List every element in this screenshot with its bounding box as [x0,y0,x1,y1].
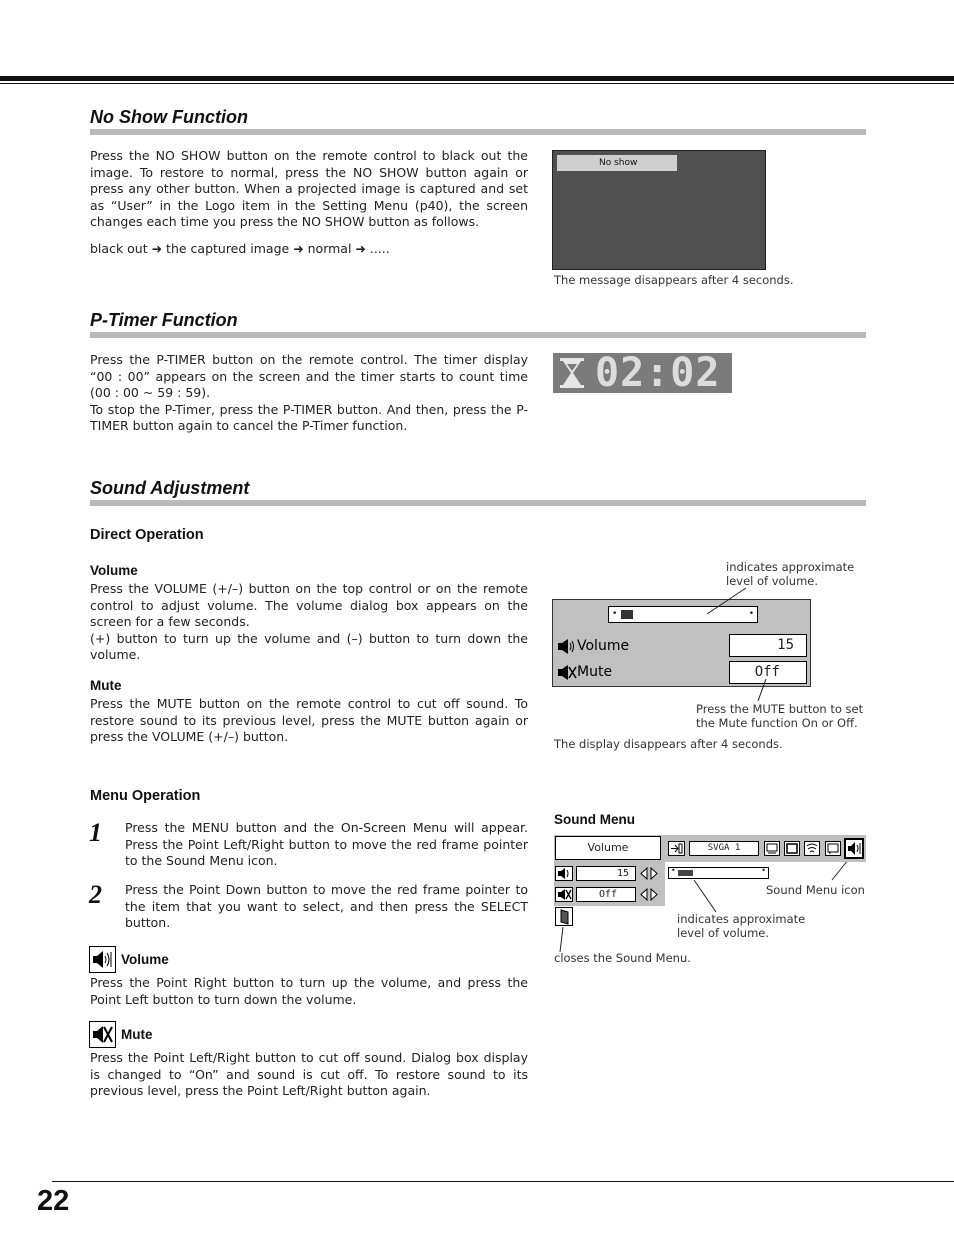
direct-volume-paragraph-2: (+) button to turn up the volume and (–) button to turn down the volume. [90,630,528,663]
menu-volume-level-bar [668,867,769,879]
sound-menu-icon [846,840,862,857]
ptimer-digits: 02:02 [595,350,721,396]
footer-rule [52,1181,954,1182]
ptimer-paragraph-1: Press the P-TIMER button on the remote control. The timer display “00 : 00” appears on the screen and the timer starts to count time (00 : 00 ~ 59 : 59). [90,352,528,401]
logo-menu-icon[interactable] [825,841,841,856]
no-show-sequence: black out ➜ the captured image ➜ normal ➜ ..... [90,240,390,256]
menu-mute-heading: Mute [121,1027,153,1042]
exit-door-icon[interactable] [555,907,573,926]
sound-menu-title-box: Volume [555,836,661,860]
left-right-arrow-icon [640,866,658,881]
leader-mute [758,679,766,701]
mute-icon [90,1022,115,1047]
menu-volume-arrows[interactable] [640,866,658,881]
menu-mute-value: Off [576,887,636,902]
menu-mute-arrows[interactable] [640,887,658,902]
step-1-paragraph: Press the MENU button and the On-Screen Menu will appear. Press the Point Left/Right button to move the red frame pointer to the Sound Menu icon. [125,820,528,869]
dialog-mute-label: Mute [577,664,613,680]
step-2-paragraph: Press the Point Down button to move the red frame pointer to the item that you want to select, and then press the SELECT button. [125,882,528,931]
sound-menu-figure-title: Sound Menu [554,812,635,827]
leader-volume-level [707,588,746,614]
sound-menu-icon-selected[interactable] [844,838,864,859]
menu-operation-heading: Menu Operation [90,788,201,804]
direct-operation-heading: Direct Operation [90,527,204,543]
left-right-arrow-icon [640,887,658,902]
leader-close-menu [560,927,563,952]
step-1-number: 1 [89,818,102,847]
dialog-mute-value: Off [729,661,807,684]
setting-menu-icon[interactable] [804,841,820,856]
input-select-icon[interactable] [668,841,685,856]
no-show-caption: The message disappears after 4 seconds. [554,273,794,287]
no-show-paragraph: Press the NO SHOW button on the remote control to black out the image. To restore to normal, press the NO SHOW button again or press any other button. When a projected image is captured and set as “User” in the Logo item in the Setting Menu (p40), the screen changes each time you press the NO SHOW button as follows. [90,148,528,230]
callout-volume-level: indicates approximate level of volume. [726,560,855,588]
page-number: 22 [37,1185,70,1217]
menu-volume-body [90,975,528,1008]
step-2-text [125,882,528,932]
plus-marker: • [761,866,766,875]
callout-mute: Press the MUTE button to set the Mute function On or Off. [696,702,864,730]
sound-title: Sound Adjustment [90,478,250,498]
menu-volume-paragraph: Press the Point Right button to turn up the volume, and press the Point Left button to turn down the volume. [90,975,528,1007]
callout-sound-menu-icon: Sound Menu icon [766,883,865,897]
leader-sound-menu-icon [832,860,848,880]
volume-menu-icon-box [89,946,116,973]
callout-close-menu: closes the Sound Menu. [554,951,691,965]
input-source-label: SVGA 1 [689,841,759,856]
direct-volume-paragraph-1: Press the VOLUME (+/–) button on the top control or on the remote control to adjust volume. The volume dialog box appears on the screen for a few seconds. [90,581,528,630]
speaker-icon [90,947,115,972]
minus-marker: • [671,866,676,875]
minus-marker: • [612,609,618,619]
direct-volume-heading: Volume [90,563,138,578]
no-show-title: No Show Function [90,107,248,127]
direct-mute-heading: Mute [90,678,122,693]
image-menu-icon[interactable] [764,841,780,856]
no-show-osd-message: No show [557,155,677,171]
direct-mute-paragraph: Press the MUTE button on the remote control to cut off sound. To restore sound to its previous level, press the MUTE button again or press the VOLUME (+/–) button. [90,696,528,745]
dialog-volume-label: Volume [577,638,630,654]
menu-mute-body [90,1050,528,1100]
menu-mute-paragraph: Press the Point Left/Right button to cut off sound. Dialog box display is changed to “On” and sound is cut off. To restore sound to its previous level, press the Point Left/Right button again. [90,1050,528,1099]
callout-menu-level: indicates approximate level of volume. [677,912,806,940]
dialog-caption: The display disappears after 4 seconds. [554,737,783,751]
menu-volume-value: 15 [576,866,636,881]
menu-mute-icon[interactable] [555,887,573,902]
leader-menu-level [694,880,716,912]
ptimer-title: P-Timer Function [90,310,238,330]
dialog-volume-value: 15 [729,634,807,657]
menu-volume-heading: Volume [121,952,169,967]
ptimer-paragraph-2: To stop the P-Timer, press the P-TIMER button. And then, press the P-TIMER button again to cancel the P-Timer function. [90,401,528,434]
mute-menu-icon-box [89,1021,116,1048]
step-2-number: 2 [89,880,102,909]
screen-menu-icon[interactable] [784,841,800,856]
step-1-text [125,820,528,870]
menu-volume-level-fill [678,870,693,876]
menu-volume-icon[interactable] [555,866,573,881]
plus-marker: • [748,609,754,619]
